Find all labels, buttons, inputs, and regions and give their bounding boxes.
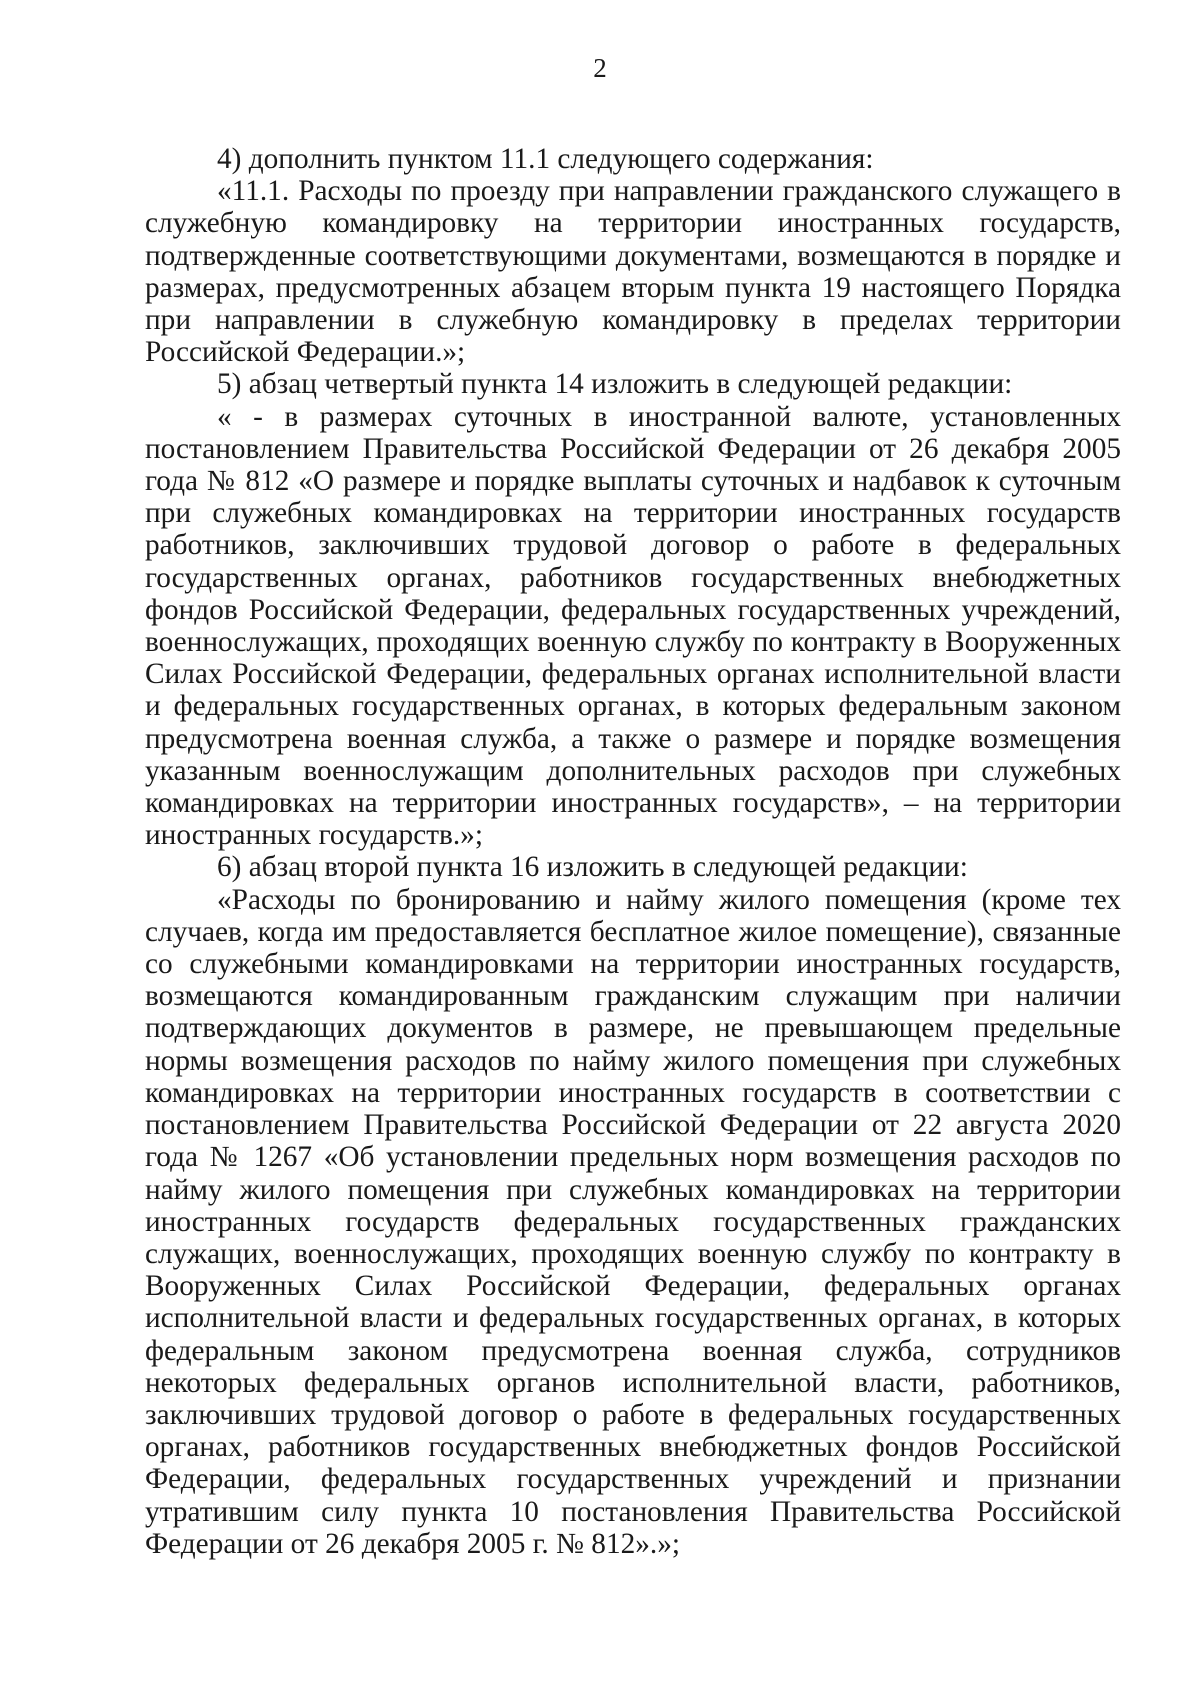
paragraph-item-4: 4) дополнить пунктом 11.1 следующего содержания: — [217, 143, 874, 175]
page-number: 2 — [593, 53, 607, 83]
paragraph-11-1-text: «11.1. Расходы по проезду при направлении гражданского служащего в служебную командировку на территории иностранных государств, подтвержденные соответствующими документами, возмещаются в порядке и размерах, предусмотренных абзацем вторым пункта 19 настоящего Порядка при направлении в служебную командировку в пределах территории Российской Федерации.»; — [145, 175, 1121, 369]
paragraph-14-text: « - в размерах суточных в иностранной валюте, установленных постановлением Правительства Российской Федерации от 26 декабря 2005 года № 812 «О размере и порядке выплаты суточных и надбавок к суточным при служебных командировках на территории иностранных государств работников, заключивших трудовой договор о работе в федеральных государственных органах, работников государственных внебюджетных фондов Российской Федерации, федеральных государственных учреждений, военнослужащих, проходящих военную службу по контракту в Вооруженных Силах Российской Федерации, федеральных органах исполнительной власти и федеральных государственных органах, в которых федеральным законом предусмотрена военная служба, а также о размере и порядке возмещения указанным военнослужащим дополнительных расходов при служебных командировках на территории иностранных государств», – на территории иностранных государств.»; — [145, 400, 1121, 852]
paragraph-16-text: «Расходы по бронированию и найму жилого помещения (кроме тех случаев, когда им предоставляется бесплатное жилое помещение), связанные со служебными командировками на территории иностранных государств, возмещаются командированным гражданским служащим при наличии подтверждающих документов в размере, не превышающем предельные нормы возмещения расходов по найму жилого помещения при служебных командировках на территории иностранных государств в соответствии с постановлением Правительства Российской Федерации от 22 августа 2020 года № 1267 «Об установлении предельных норм возмещения расходов по найму жилого помещения при служебных командировках на территории иностранных государств федеральных государственных гражданских служащих, военнослужащих, проходящих военную службу по контракту в Вооруженных Силах Российской Федерации, федеральных органах исполнительной власти и федеральных государственных органах, в которых федеральным законом предусмотрена военная служба, сотрудников некоторых федеральных органов исполнительной власти, работников, заключивших трудовой договор о работе в федеральных государственных органах, работников государственных внебюджетных фондов Российской Федерации, федеральных государственных учреждений и признании утратившим силу пункта 10 постановления Правительства Российской Федерации от 26 декабря 2005 г. № 812».»; — [145, 883, 1121, 1560]
document-body — [145, 143, 1121, 1560]
paragraph-item-5: 5) абзац четвертый пункта 14 изложить в следующей редакции: — [217, 368, 1013, 401]
paragraph-item-6: 6) абзац второй пункта 16 изложить в следующей редакции: — [217, 851, 968, 884]
